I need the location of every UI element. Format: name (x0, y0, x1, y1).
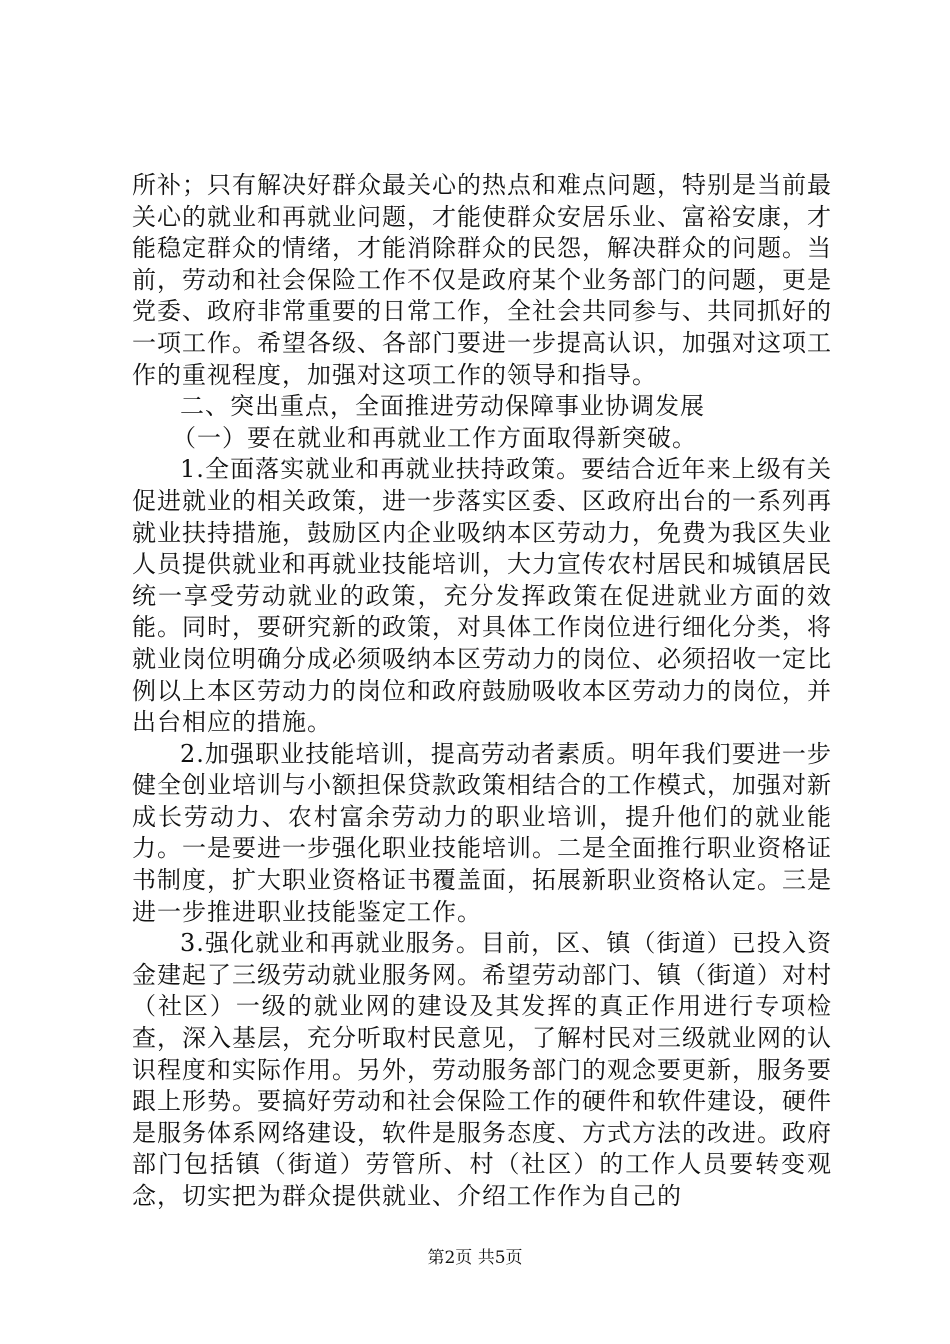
page-number-footer: 第2页 共5页 (427, 1248, 523, 1268)
section-heading-two: 二、突出重点，全面推进劳动保障事业协调发展 (180, 392, 705, 421)
paragraph-item-3: 3.强化就业和再就业服务。目前，区、镇（街道）已投入资金建起了三级劳动就业服务网。希望劳动部门、镇（街道）对村（社区）一级的就业网的建设及其发挥的真正作用进行专项检查，深入基层，充分听取村民意见，了解村民对三级就业网的认识程度和实际作用。另外，劳动服务部门的观念要更新，服务要跟上形势。要搞好劳动和社会保险工作的硬件和软件建设，硬件是服务体系网络建设，软件是服务态度、方式方法的改进。政府部门包括镇（街道）劳管所、村（社区）的工作人员要转变观念，切实把为群众提供就业、介绍工作作为自己的 (132, 929, 832, 1210)
paragraph-item-1: 1.全面落实就业和再就业扶持政策。要结合近年来上级有关促进就业的相关政策，进一步落实区委、区政府出台的一系列再就业扶持措施，鼓励区内企业吸纳本区劳动力，免费为我区失业人员提供就业和再就业技能培训，大力宣传农村居民和城镇居民统一享受劳动就业的政策，充分发挥政策在促进就业方面的效能。同时，要研究新的政策，对具体工作岗位进行细化分类，将就业岗位明确分成必须吸纳本区劳动力的岗位、必须招收一定比例以上本区劳动力的岗位和政府鼓励吸收本区劳动力的岗位，并出台相应的措施。 (132, 455, 832, 737)
subsection-heading-one: （一）要在就业和再就业工作方面取得新突破。 (172, 423, 697, 452)
document-body (132, 170, 832, 1213)
paragraph-intro-continuation: 所补；只有解决好群众最关心的热点和难点问题，特别是当前最关心的就业和再就业问题，才能使群众安居乐业、富裕安康，才能稳定群众的情绪，才能消除群众的民怨，解决群众的问题。当前，劳动和社会保险工作不仅是政府某个业务部门的问题，更是党委、政府非常重要的日常工作，全社会共同参与、共同抓好的一项工作。希望各级、各部门要进一步提高认识，加强对这项工作的重视程度，加强对这项工作的领导和指导。 (132, 171, 832, 389)
paragraph-item-2: 2.加强职业技能培训，提高劳动者素质。明年我们要进一步健全创业培训与小额担保贷款政策相结合的工作模式，加强对新成长劳动力、农村富余劳动力的职业培训，提升他们的就业能力。一是要进一步强化职业技能培训。二是全面推行职业资格证书制度，扩大职业资格证书覆盖面，拓展新职业资格认定。三是进一步推进职业技能鉴定工作。 (132, 739, 832, 926)
